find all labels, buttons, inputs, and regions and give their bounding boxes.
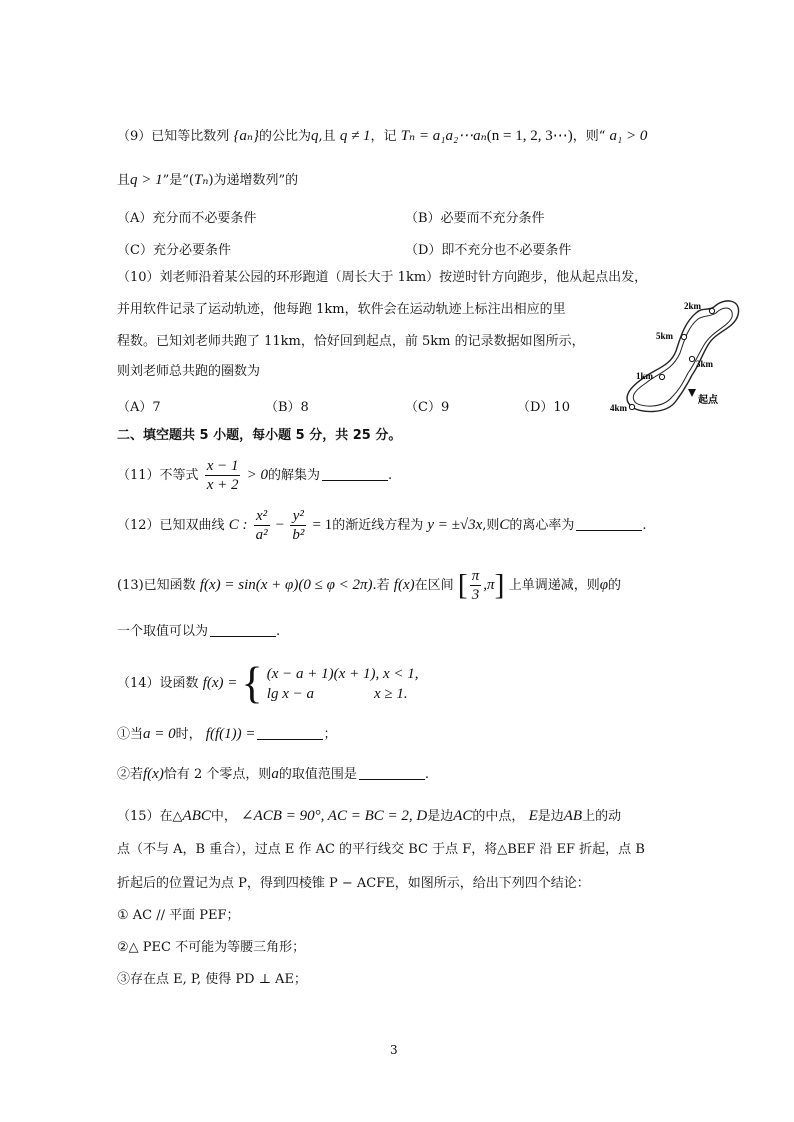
q10-option-b: （B）8 [265, 400, 309, 415]
q13-line1: (13)已知函数 f(x) = sin(x + φ)(0 ≤ φ < 2π).若 f(x)在区间 [ $\frac{\pi}{3}$ ,π] 上单调递减，则φ的 [117, 568, 622, 603]
q12: （12）已知双曲线 C : $\frac{\text{x²}}{\text{a²}}$ − $\frac{\text{y²}}{\text{b²}}$ = 1的渐近线方程为 y = ±√3x,则C的离心率为 . [117, 508, 647, 543]
label-3km: 3km [696, 359, 714, 369]
label-4km: 4km [610, 403, 628, 413]
track-path-outer [627, 301, 739, 412]
q11: （11）不等式 $\frac{x - 1}{x + 2}$ > 0的解集为 . [117, 458, 393, 493]
label-5km: 5km [656, 331, 674, 341]
q9-option-d: （D）即不充分也不必要条件 [405, 243, 572, 258]
q15-line1: （15）在△ABC中， ∠ACB = 90°, AC = BC = 2, D是边AC的中点， E是边AB上的动 [117, 808, 622, 824]
q10-line4: 则刘老师总共跑的圈数为 [117, 364, 261, 379]
running-track-figure [606, 293, 752, 417]
q9-option-b: （B）必要而不充分条件 [405, 211, 545, 226]
q9-option-c: （C）充分必要条件 [117, 243, 231, 258]
marker-1km [659, 374, 664, 379]
start-arrow [688, 389, 696, 397]
q10-line1: （10）刘老师沿着某公园的环形跑道（周长大于 1km）按逆时针方向跑步，他从起点出发， [117, 270, 648, 285]
q9-option-a: （A）充分而不必要条件 [117, 211, 257, 226]
q13-line2: 一个取值可以为 . [117, 624, 281, 639]
marker-4km [629, 404, 634, 409]
label-start: 起点 [698, 395, 718, 406]
marker-3km [689, 356, 694, 361]
q10-option-a: （A）7 [117, 400, 161, 415]
q10-line3: 程数。已知刘老师共跑了 11km，恰好回到起点，前 5km 的记录数据如图所示， [117, 334, 585, 349]
q14: （14）设函数 f(x) = { (x − a + 1)(x + 1), x < 1, lg x − a x ≥ 1. [117, 658, 419, 708]
marker-5km [681, 334, 686, 339]
q15-conclusion-3: ③存在点 E, P, 使得 PD ⊥ AE； [117, 972, 307, 987]
q10-option-c: （C）9 [405, 400, 450, 415]
q15-conclusion-1: ① AC // 平面 PEF； [117, 908, 240, 923]
q15-line2: 点（不与 A，B 重合），过点 E 作 AC 的平行线交 BC 于点 F，将△BEF 沿 EF 折起，点 B [117, 842, 645, 857]
q10-option-d: （D）10 [517, 400, 570, 415]
page-number: 3 [390, 1043, 398, 1057]
q15-line3: 折起后的位置记为点 P，得到四棱锥 P − ACFE，如图所示，给出下列四个结论： [117, 876, 590, 891]
q9-line2: 且q > 1”是“(Tₙ)为递增数列”的 [117, 172, 299, 188]
section-title: 二、填空题共 5 小题，每小题 5 分，共 25 分。 [117, 428, 402, 443]
marker-2km [709, 308, 714, 313]
q14-part1: ①当a = 0时， f(f(1)) = ； [117, 726, 337, 742]
q9-line1: （9）已知等比数列 {aₙ}的公比为q,且 q ≠ 1，记 Tₙ = a₁a₂⋯aₙ(n = 1, 2, 3⋯)，则“ a₁ > 0 [117, 128, 648, 144]
label-1km: 1km [636, 371, 654, 381]
q14-part2: ②若f(x)恰有 2 个零点，则a的取值范围是 . [117, 766, 430, 782]
q10-line2: 并用软件记录了运动轨迹，他每跑 1km，软件会在运动轨迹上标注出相应的里 [117, 302, 566, 317]
label-2km: 2km [684, 301, 702, 311]
q15-conclusion-2: ②△ PEC 不可能为等腰三角形； [117, 940, 306, 955]
